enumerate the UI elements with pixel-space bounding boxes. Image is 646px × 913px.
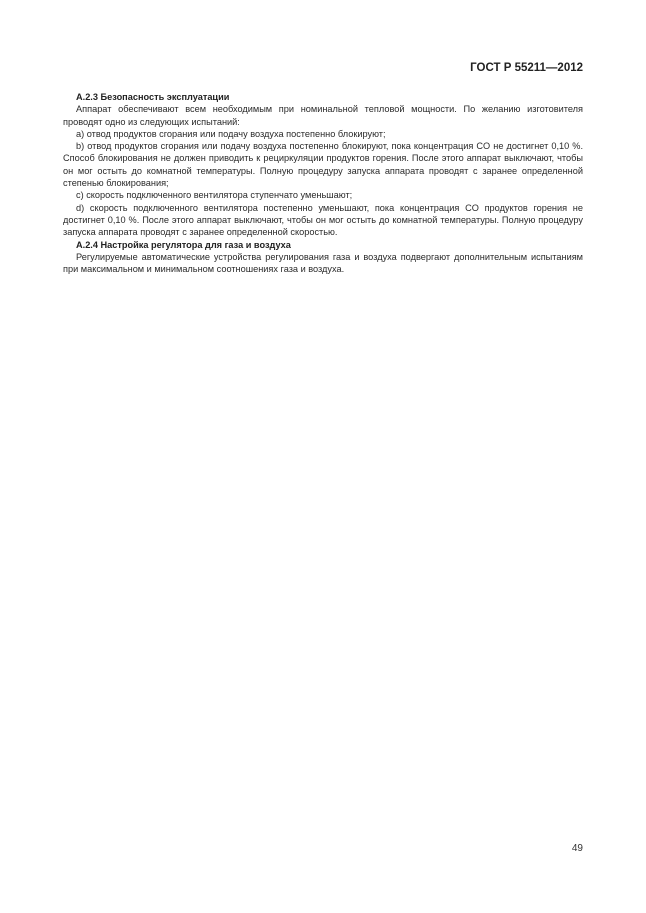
document-body (63, 91, 583, 275)
paragraph: Регулируемые автоматические устройства регулирования газа и воздуха подвергают дополнительным испытаниям при максимальном и минимальном соотношениях газа и воздуха. (63, 251, 583, 275)
document-standard-number: ГОСТ Р 55211—2012 (470, 62, 583, 74)
list-item-b: b) отвод продуктов сгорания или подачу воздуха постепенно блокируют, пока концентрация CO не достигнет 0,10 %. Способ блокирования не должен приводить к рециркуляции продуктов горения. После этого аппарат выключают, чтобы он мог остыть до комнатной температуры. Полную процедуру запуска аппарата проводят с заранее определенной степенью блокирования; (63, 141, 583, 189)
list-item-d: d) скорость подключенного вентилятора постепенно уменьшают, пока концентрация CO продуктов горения не достигнет 0,10 %. После этого аппарат выключают, чтобы он мог остыть до комнатной температуры. Полную процедуру запуска аппарата проводят с заранее определенной скоростью. (63, 202, 583, 238)
page-number: 49 (571, 843, 583, 854)
list-item-a: a) отвод продуктов сгорания или подачу воздуха постепенно блокируют; (76, 128, 386, 139)
section-heading-safety: А.2.3 Безопасность эксплуатации (76, 92, 230, 102)
section-heading-regulator: А.2.4 Настройка регулятора для газа и воздуха (76, 239, 291, 250)
list-item-c: c) скорость подключенного вентилятора ступенчато уменьшают; (76, 190, 353, 201)
paragraph: Аппарат обеспечивают всем необходимым при номинальной тепловой мощности. По желанию изготовителя проводят одно из следующих испытаний: (63, 104, 583, 127)
